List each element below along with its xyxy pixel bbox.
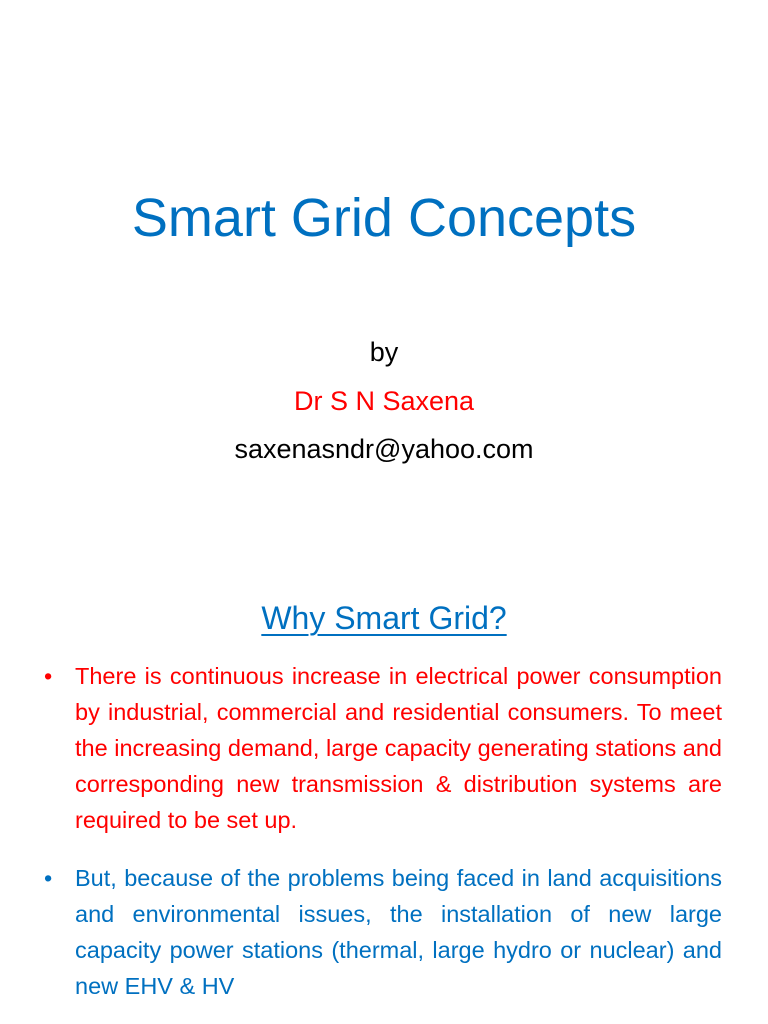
slide-heading: Why Smart Grid? bbox=[261, 600, 507, 636]
bullet-marker: • bbox=[44, 865, 53, 891]
bullet-text: But, because of the problems being faced in land acquisitions and environmental issues, the installation of new large capacity power stations (thermal, large hydro or nuclear) and new EHV & HV bbox=[75, 865, 722, 999]
by-label: by bbox=[369, 337, 399, 367]
why-smart-grid-slide bbox=[0, 560, 768, 1024]
bullet-item bbox=[44, 860, 722, 1004]
bullet-text: There is continuous increase in electrical power consumption by industrial, commercial and residential consumers. To meet the increasing demand, large capacity generating stations and corresponding new transmission & distribution systems are required to be set up. bbox=[75, 663, 722, 833]
bullet-marker: • bbox=[44, 663, 53, 689]
bullet-list bbox=[44, 658, 722, 1024]
slide-title: Smart Grid Concepts bbox=[131, 188, 637, 248]
bullet-item bbox=[44, 658, 722, 838]
author-email: saxenasndr@yahoo.com bbox=[234, 434, 534, 464]
author-name: Dr S N Saxena bbox=[293, 386, 475, 416]
